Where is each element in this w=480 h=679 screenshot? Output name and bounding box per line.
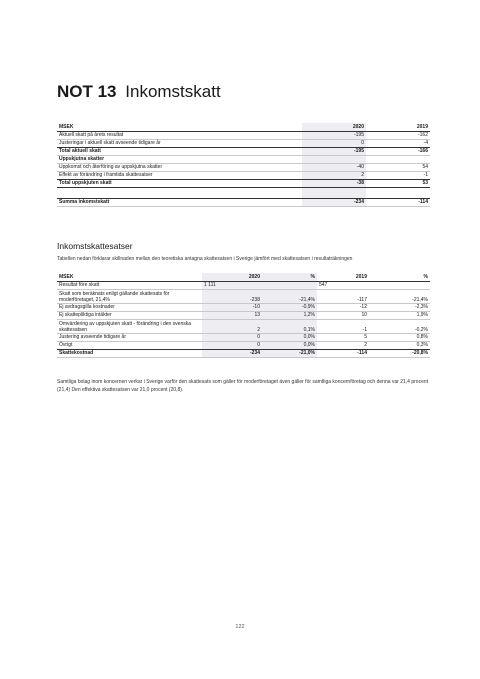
column-header: 2019 bbox=[317, 273, 369, 282]
value-2019: -166 bbox=[366, 148, 430, 156]
total-row bbox=[57, 199, 430, 207]
value-2019: 54 bbox=[366, 164, 430, 172]
value-2020: 2 bbox=[302, 172, 366, 180]
value-2020: -195 bbox=[302, 132, 366, 140]
tax-rate-table bbox=[57, 273, 430, 358]
value-2020: -234 bbox=[302, 199, 366, 207]
row-label: Resultat före skatt bbox=[57, 282, 202, 290]
subtotal-row bbox=[57, 180, 430, 188]
table-header-row bbox=[57, 123, 430, 132]
note-title: Inkomstskatt bbox=[125, 82, 221, 101]
row-label: Skattekostnad bbox=[57, 350, 202, 358]
value-2020: 0 bbox=[202, 334, 262, 342]
row-label: Ej skattepliktiga intäkter bbox=[57, 312, 202, 320]
section-title: Inkomstskattesatser bbox=[57, 241, 133, 251]
column-header: MSEK bbox=[57, 273, 202, 282]
column-header: % bbox=[262, 273, 317, 282]
value-2019: 2 bbox=[317, 342, 369, 350]
value-2020 bbox=[302, 156, 366, 164]
section-intro: Tabellen nedan förklarar skillnaden mellan den teoretiska antagna skattesatsen i Sverige jämfört med skattesatsen i resultaträkningen bbox=[57, 256, 353, 262]
value-2019: 10 bbox=[317, 312, 369, 320]
percent-2019: 0,8% bbox=[369, 334, 430, 342]
table-header-row bbox=[57, 273, 430, 282]
income-tax-table bbox=[57, 123, 430, 207]
row-label: Justering avseende tidigare år bbox=[57, 334, 202, 342]
column-header: 2020 bbox=[302, 123, 366, 132]
table-row bbox=[57, 334, 430, 342]
subtotal-row bbox=[57, 148, 430, 156]
row-label: Uppskjutna skatter bbox=[57, 156, 302, 164]
row-label: Övrigt bbox=[57, 342, 202, 350]
table-row bbox=[57, 132, 430, 140]
table-row bbox=[57, 164, 430, 172]
value-2019 bbox=[366, 156, 430, 164]
value-2019: -162 bbox=[366, 132, 430, 140]
column-header: MSEK bbox=[57, 123, 302, 132]
value-2019: 5 bbox=[317, 334, 369, 342]
page-title bbox=[57, 82, 221, 102]
percent-2019: 1,9% bbox=[369, 312, 430, 320]
value-2020: -234 bbox=[202, 350, 262, 358]
percent-2020: 1,2% bbox=[262, 312, 317, 320]
percent-2020: -21,0% bbox=[262, 350, 317, 358]
percent-2020: -21,4% bbox=[262, 290, 317, 304]
row-label: Justeringar i aktuell skatt avseende tidigare år bbox=[57, 140, 302, 148]
total-row bbox=[57, 350, 430, 358]
section-heading-row bbox=[57, 156, 430, 164]
row-label: Effekt av förändring i framtida skattesatser bbox=[57, 172, 302, 180]
column-header: 2020 bbox=[202, 273, 262, 282]
value-2020: -10 bbox=[202, 304, 262, 312]
value-2020: 13 bbox=[202, 312, 262, 320]
table-row bbox=[57, 312, 430, 320]
percent-2020: -0,9% bbox=[262, 304, 317, 312]
table-row bbox=[57, 320, 430, 334]
table-row bbox=[57, 342, 430, 350]
row-label: Skatt som beräknats enligt gällande skattesats för moderföretaget, 21,4% bbox=[57, 290, 202, 304]
percent-2019: -20,8% bbox=[369, 350, 430, 358]
column-header: % bbox=[369, 273, 430, 282]
value-2019: -114 bbox=[366, 199, 430, 207]
note-number: NOT 13 bbox=[57, 82, 117, 101]
value-2019: -12 bbox=[317, 304, 369, 312]
table-row bbox=[57, 282, 430, 290]
value-2020: 0 bbox=[302, 140, 366, 148]
row-label: Summa inkomstskatt bbox=[57, 199, 302, 207]
value-2019: -117 bbox=[317, 290, 369, 304]
row-label: Total uppskjuten skatt bbox=[57, 180, 302, 188]
value-2020: 2 bbox=[202, 320, 262, 334]
table-row bbox=[57, 172, 430, 180]
page-number: 122 bbox=[235, 624, 245, 630]
footnote: Samtliga bolag inom koncernen verkar i Sverige varför den skattesats som gäller för moderföretaget även gäller för samtliga koncernföretag och denna var 21,4 procent (21,4) Den effektiva skattesatsen var 21,0 procent (20,8). bbox=[57, 379, 429, 393]
column-header: 2019 bbox=[366, 123, 430, 132]
value-2020: -38 bbox=[302, 180, 366, 188]
row-label: Total aktuell skatt bbox=[57, 148, 302, 156]
value-2019: 547 bbox=[317, 282, 369, 290]
percent-2020: 0,0% bbox=[262, 342, 317, 350]
percent-2019: -2,3% bbox=[369, 304, 430, 312]
value-2019: -4 bbox=[366, 140, 430, 148]
value-2020: -195 bbox=[302, 148, 366, 156]
value-2019: -1 bbox=[366, 172, 430, 180]
table-row bbox=[57, 304, 430, 312]
percent-2019: 0,3% bbox=[369, 342, 430, 350]
row-label: Omvärdering av uppskjuten skatt - förändring i den svenska skattesatsen bbox=[57, 320, 202, 334]
value-2020: -238 bbox=[202, 290, 262, 304]
table-row bbox=[57, 140, 430, 148]
value-2020: -40 bbox=[302, 164, 366, 172]
percent-2020: 0,0% bbox=[262, 334, 317, 342]
value-2020: 0 bbox=[202, 342, 262, 350]
value-2019: -114 bbox=[317, 350, 369, 358]
row-label: Ej avdragsgilla kostnader bbox=[57, 304, 202, 312]
value-2020: 1 111 bbox=[202, 282, 262, 290]
percent-2019: -21,4% bbox=[369, 290, 430, 304]
percent-2019 bbox=[369, 282, 430, 290]
table-row bbox=[57, 290, 430, 304]
percent-2020 bbox=[262, 282, 317, 290]
row-label: Uppkomst och återföring av uppskjutna skatter bbox=[57, 164, 302, 172]
value-2019: 53 bbox=[366, 180, 430, 188]
percent-2020: 0,1% bbox=[262, 320, 317, 334]
value-2019: -1 bbox=[317, 320, 369, 334]
percent-2019: -0,2% bbox=[369, 320, 430, 334]
row-label: Aktuell skatt på årets resultat bbox=[57, 132, 302, 140]
spacer-row bbox=[57, 188, 430, 199]
